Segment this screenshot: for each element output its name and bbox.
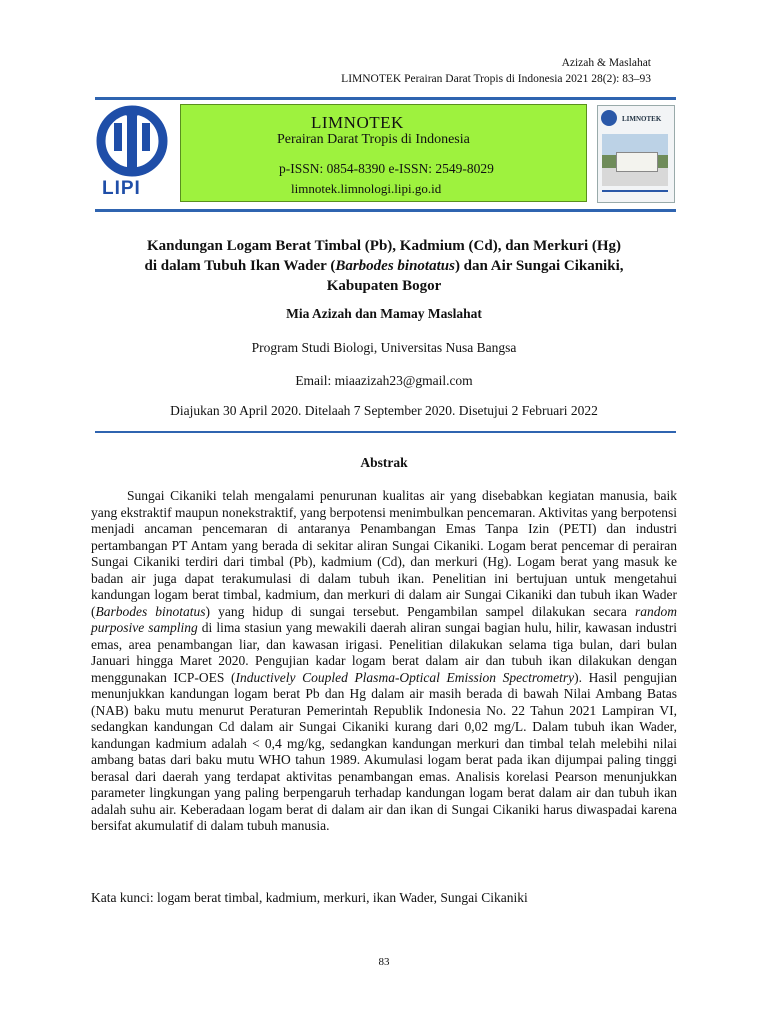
species-name: Barbodes binotatus	[335, 258, 455, 274]
journal-banner	[180, 104, 587, 202]
banner-url[interactable]: limnotek.limnologi.lipi.go.id	[291, 181, 442, 196]
banner-subtitle: Perairan Darat Tropis di Indonesia	[277, 132, 470, 147]
article-title	[80, 236, 688, 296]
running-head-authors: Azizah & Maslahat	[561, 57, 651, 69]
authors: Mia Azizah dan Mamay Maslahat	[286, 306, 482, 321]
title-line-2: di dalam Tubuh Ikan Wader (Barbodes binotatus) dan Air Sungai Cikaniki,	[144, 258, 624, 274]
cover-badge-icon	[601, 110, 617, 126]
title-line-1: Kandungan Logam Berat Timbal (Pb), Kadmium (Cd), dan Merkuri (Hg)	[146, 238, 622, 254]
lipi-logo-text: LIPI	[102, 178, 141, 199]
email[interactable]: Email: miaazizah23@gmail.com	[295, 373, 473, 388]
cover-building-icon	[616, 152, 658, 172]
banner-bottom-rule	[95, 209, 676, 212]
top-rule	[95, 97, 676, 100]
running-head-citation: LIMNOTEK Perairan Darat Tropis di Indonesia 2021 28(2): 83–93	[341, 73, 651, 85]
banner-journal-name: LIMNOTEK	[311, 113, 404, 132]
title-line-3: Kabupaten Bogor	[326, 278, 442, 294]
abstract-heading: Abstrak	[360, 455, 408, 470]
submission-dates: Diajukan 30 April 2020. Ditelaah 7 September 2020. Disetujui 2 Februari 2022	[170, 403, 598, 418]
page-number: 83	[378, 956, 390, 968]
abstract-body: Sungai Cikaniki telah mengalami penurunan kualitas air yang disebabkan kegiatan manusia, baik yang ekstraktif maupun nonekstraktif, yang berpotensi menimbulkan pencemaran. Aktivitas yang berpotensi menjadi ancaman pencemaran di antaranya Penambangan Emas Tanpa Izin (PETI) dan industri pertambangan PT Antam yang berada di sekitar aliran Sungai Cikaniki. Logam berat pencemar di perairan Sungai Cikaniki terdiri dari timbal (Pb), kadmium (Cd), dan merkuri (Hg). Logam berat yang masuk ke badan air juga dapat terakumulasi di dalam tubuh ikan. Penelitian ini bertujuan untuk mengetahui kandungan logam berat timbal, kadmium, dan merkuri di dalam air Sungai Cikaniki dan tubuh ikan Wader (Barbodes binotatus) yang hidup di sungai tersebut. Pengambilan sampel dilakukan secara random purposive sampling di lima stasiun yang mewakili daerah aliran sungai bagian hulu, hilir, kawasan industri emas, area penambangan liar, dan kawasan irigasi. Penelitian dilakukan selama tiga bulan, dari bulan Januari hingga Maret 2020. Pengujian kadar logam berat dalam air dan tubuh ikan dilakukan dengan menggunakan ICP-OES (Inductively Coupled Plasma-Optical Emission Spectrometry). Hasil pengujian menunjukkan kandungan logam berat Pb dan Hg dalam air masih berada di bawah Nilai Ambang Batas (NAB) baku mutu menurut Peraturan Pemerintah Republik Indonesia No. 22 Tahun 2021 Lampiran VI, sedangkan kandungan Cd dalam air Sungai Cikaniki kurang dari 0,02 mg/L. Dalam tubuh ikan Wader, kandungan kadmium adalah < 0,4 mg/kg, sedangkan kandungan merkuri dan timbal telah melebihi nilai ambang batas dari baku mutu WHO tahun 1989. Akumulasi logam berat pada ikan dijumpai paling tinggi berasal dari daerah yang terdapat aktivitas penambangan emas. Analisis korelasi Pearson menunjukkan parameter lingkungan yang paling berpengaruh terhadap kandungan logam berat dalam air dan tubuh ikan adalah suhu air. Keberadaan logam berat di dalam air dan ikan di Sungai Cikaniki harus diwaspadai karena bersifat akumulatif di dalam tubuh manusia.	[91, 488, 678, 833]
running-head	[341, 55, 651, 87]
cover-title: LIMNOTEK	[622, 115, 662, 123]
affiliation: Program Studi Biologi, Universitas Nusa Bangsa	[251, 340, 517, 355]
cover-footer-bar	[602, 190, 668, 192]
journal-cover-thumbnail	[597, 105, 675, 203]
keywords: Kata kunci: logam berat timbal, kadmium, merkuri, ikan Wader, Sungai Cikaniki	[91, 890, 528, 905]
banner-issn: p-ISSN: 0854-8390 e-ISSN: 2549-8029	[279, 161, 494, 176]
dates-rule	[95, 431, 676, 433]
